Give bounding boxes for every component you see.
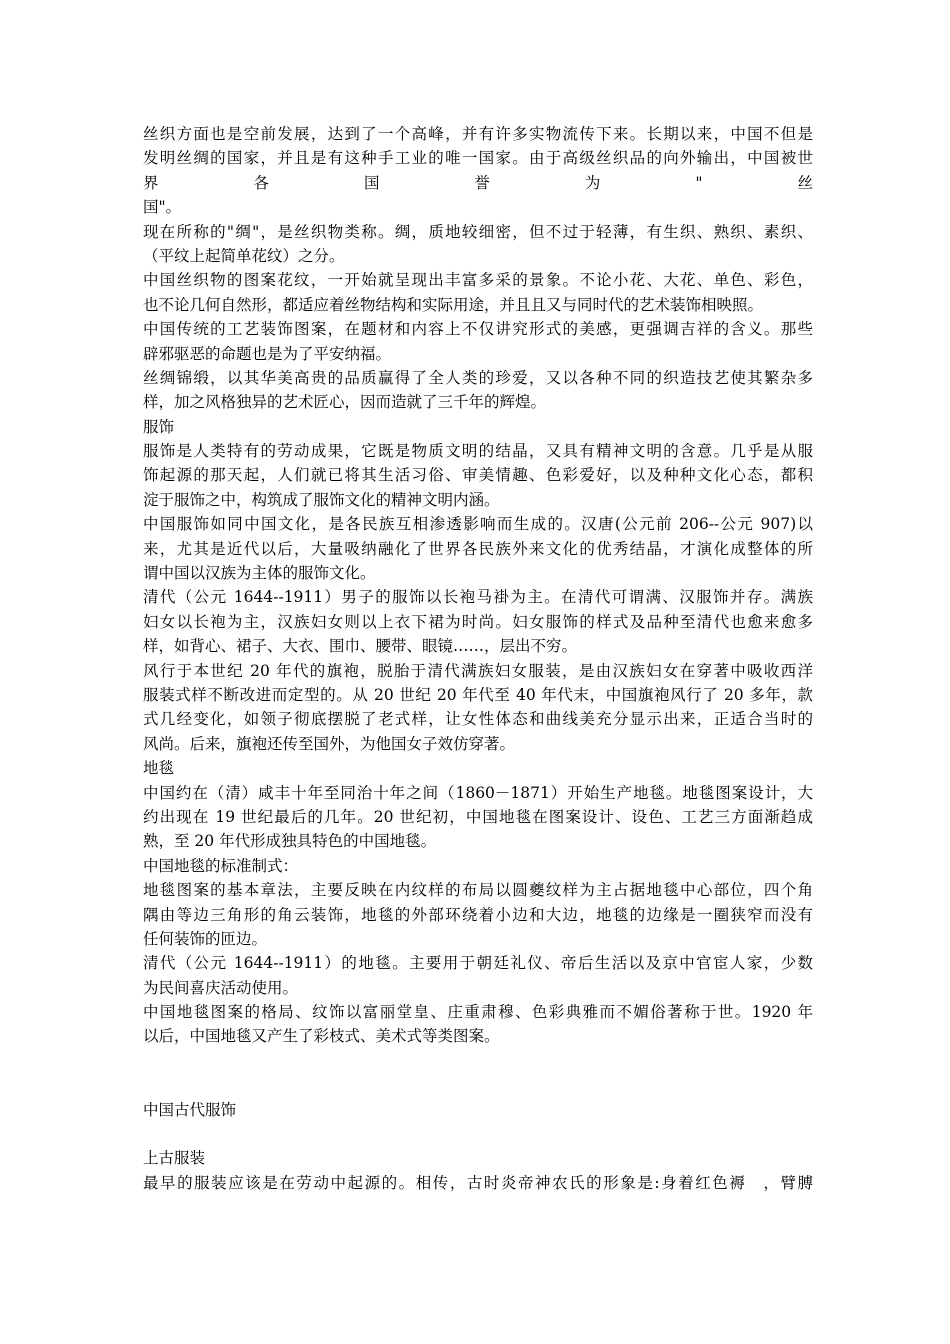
text-line: 风行于本世纪 20 年代的旗袍，脱胎于清代满族妇女服装，是由汉族妇女在穿著中吸收西洋 <box>143 661 813 680</box>
text-line: 现在所称的"绸"，是丝织物类称。绸，质地较细密，但不过于轻薄，有生织、熟织、素织、 <box>143 222 813 241</box>
paragraph <box>143 268 813 317</box>
section-heading: 地毯 <box>143 759 175 778</box>
document-page <box>143 122 813 1195</box>
text-line: 风尚。后来，旗袍还传至国外，为他国女子效仿穿著。 <box>143 734 516 753</box>
text-line: 式几经变化，如领子彻底摆脱了老式样，让女性体态和曲线美充分显示出来，正适合当时的 <box>143 710 813 729</box>
text-line: 清代（公元 1644--1911）男子的服饰以长袍马褂为主。在清代可谓满、汉服饰并存。满族 <box>143 588 813 607</box>
paragraph <box>143 122 813 220</box>
text-line: （平纹上起简单花纹）之分。 <box>143 246 345 265</box>
blank-line <box>143 1073 813 1097</box>
section-heading: 中国古代服饰 <box>143 1100 237 1119</box>
text-line: 服饰是人类特有的劳动成果，它既是物质文明的结晶，又具有精神文明的含意。几乎是从服 <box>143 442 813 461</box>
blank-line <box>143 1122 813 1146</box>
section-heading: 服饰 <box>143 417 175 436</box>
text-line: 以后，中国地毯又产生了彩枝式、美术式等类图案。 <box>143 1027 500 1046</box>
paragraph <box>143 781 813 854</box>
text-line: 服装式样不断改进而定型的。从 20 世纪 20 年代至 40 年代末，中国旗袍风行了 20 多年，款 <box>143 685 813 704</box>
text-line: 谓中国以汉族为主体的服饰文化。 <box>143 564 376 583</box>
text-line: 地毯图案的基本章法，主要反映在内纹样的布局以圆夔纹样为主占据地毯中心部位，四个角 <box>143 881 813 900</box>
text-line: 中国约在（清）咸丰十年至同治十年之间（1860－1871）开始生产地毯。地毯图案设计，大 <box>143 783 813 802</box>
text-line: 来，尤其是近代以后，大量吸纳融化了世界各民族外来文化的优秀结晶，才演化成整体的所 <box>143 539 813 558</box>
text-line: 熟，至 20 年代形成独具特色的中国地毯。 <box>143 832 437 851</box>
paragraph <box>143 317 813 366</box>
paragraph <box>143 659 813 757</box>
text-line: 最早的服装应该是在劳动中起源的。相传，古时炎帝神农氏的形象是:身着红色褥 ，臂膊 <box>143 1173 813 1192</box>
text-line: 隅由等边三角形的角云装饰，地毯的外部环绕着小边和大边，地毯的边缘是一圈狭窄而没有 <box>143 905 813 924</box>
text-line: 样，如背心、裙子、大衣、围巾、腰带、眼镜……，层出不穷。 <box>143 637 578 656</box>
blank-line <box>143 1049 813 1073</box>
section-heading: 上古服装 <box>143 1149 206 1168</box>
paragraph <box>143 439 813 512</box>
paragraph <box>143 951 813 1000</box>
paragraph <box>143 878 813 951</box>
text-line: 中国丝织物的图案花纹，一开始就呈现出丰富多采的景象。不论小花、大花、单色、彩色， <box>143 271 813 290</box>
text-line: 约出现在 19 世纪最后的几年。20 世纪初，中国地毯在图案设计、设色、工艺三方面渐趋成 <box>143 807 813 826</box>
paragraph <box>143 1171 813 1195</box>
text-line: 丝绸锦缎，以其华美高贵的品质赢得了全人类的珍爱，又以各种不同的织造技艺使其繁杂多 <box>143 368 813 387</box>
text-line: 中国传统的工艺装饰图案，在题材和内容上不仅讲究形式的美感，更强调吉祥的含义。那些 <box>143 320 813 339</box>
text-line: 辟邪驱恶的命题也是为了平安纳福。 <box>143 344 392 363</box>
text-line: 任何装饰的匝边。 <box>143 929 268 948</box>
text-line: 样，加之风格独异的艺术匠心，因而造就了三千年的辉煌。 <box>143 393 547 412</box>
paragraph <box>143 1000 813 1049</box>
paragraph <box>143 512 813 585</box>
paragraph <box>143 366 813 415</box>
section-heading: 中国地毯的标准制式： <box>143 856 299 875</box>
text-line: 也不论几何自然形，都适应着丝物结构和实际用途，并且且又与同时代的艺术装饰相映照。 <box>143 295 764 314</box>
text-line: 为民间喜庆活动使用。 <box>143 978 299 997</box>
text-line: 妇女以长袍为主，汉族妇女则以上衣下裙为时尚。妇女服饰的样式及品种至清代也愈来愈多 <box>143 612 813 631</box>
paragraph <box>143 585 813 658</box>
paragraph <box>143 220 813 269</box>
text-line: 淀于服饰之中，构筑成了服饰文化的精神文明内涵。 <box>143 490 500 509</box>
text-line: 发明丝绸的国家，并且是有这种手工业的唯一国家。由于高级丝织品的向外输出，中国被世 <box>143 149 813 168</box>
text-line: 中国地毯图案的格局、纹饰以富丽堂皇、庄重肃穆、色彩典雅而不媚俗著称于世。1920 年 <box>143 1003 813 1022</box>
text-line: 丝织方面也是空前发展，达到了一个高峰，并有许多实物流传下来。长期以来，中国不但是 <box>143 125 813 143</box>
text-line: 界各国誉为"丝 <box>143 173 813 192</box>
text-line: 中国服饰如同中国文化，是各民族互相渗透影响而生成的。汉唐(公元前 206--公元 907)以 <box>143 515 813 534</box>
text-line: 清代（公元 1644--1911）的地毯。主要用于朝廷礼仪、帝后生活以及京中官宦人家，少数 <box>143 954 813 973</box>
text-line: 饰起源的那天起，人们就已将其生活习俗、审美情趣、色彩爱好，以及种种文化心态，都积 <box>143 466 813 485</box>
text-line: 国"。 <box>143 198 182 217</box>
